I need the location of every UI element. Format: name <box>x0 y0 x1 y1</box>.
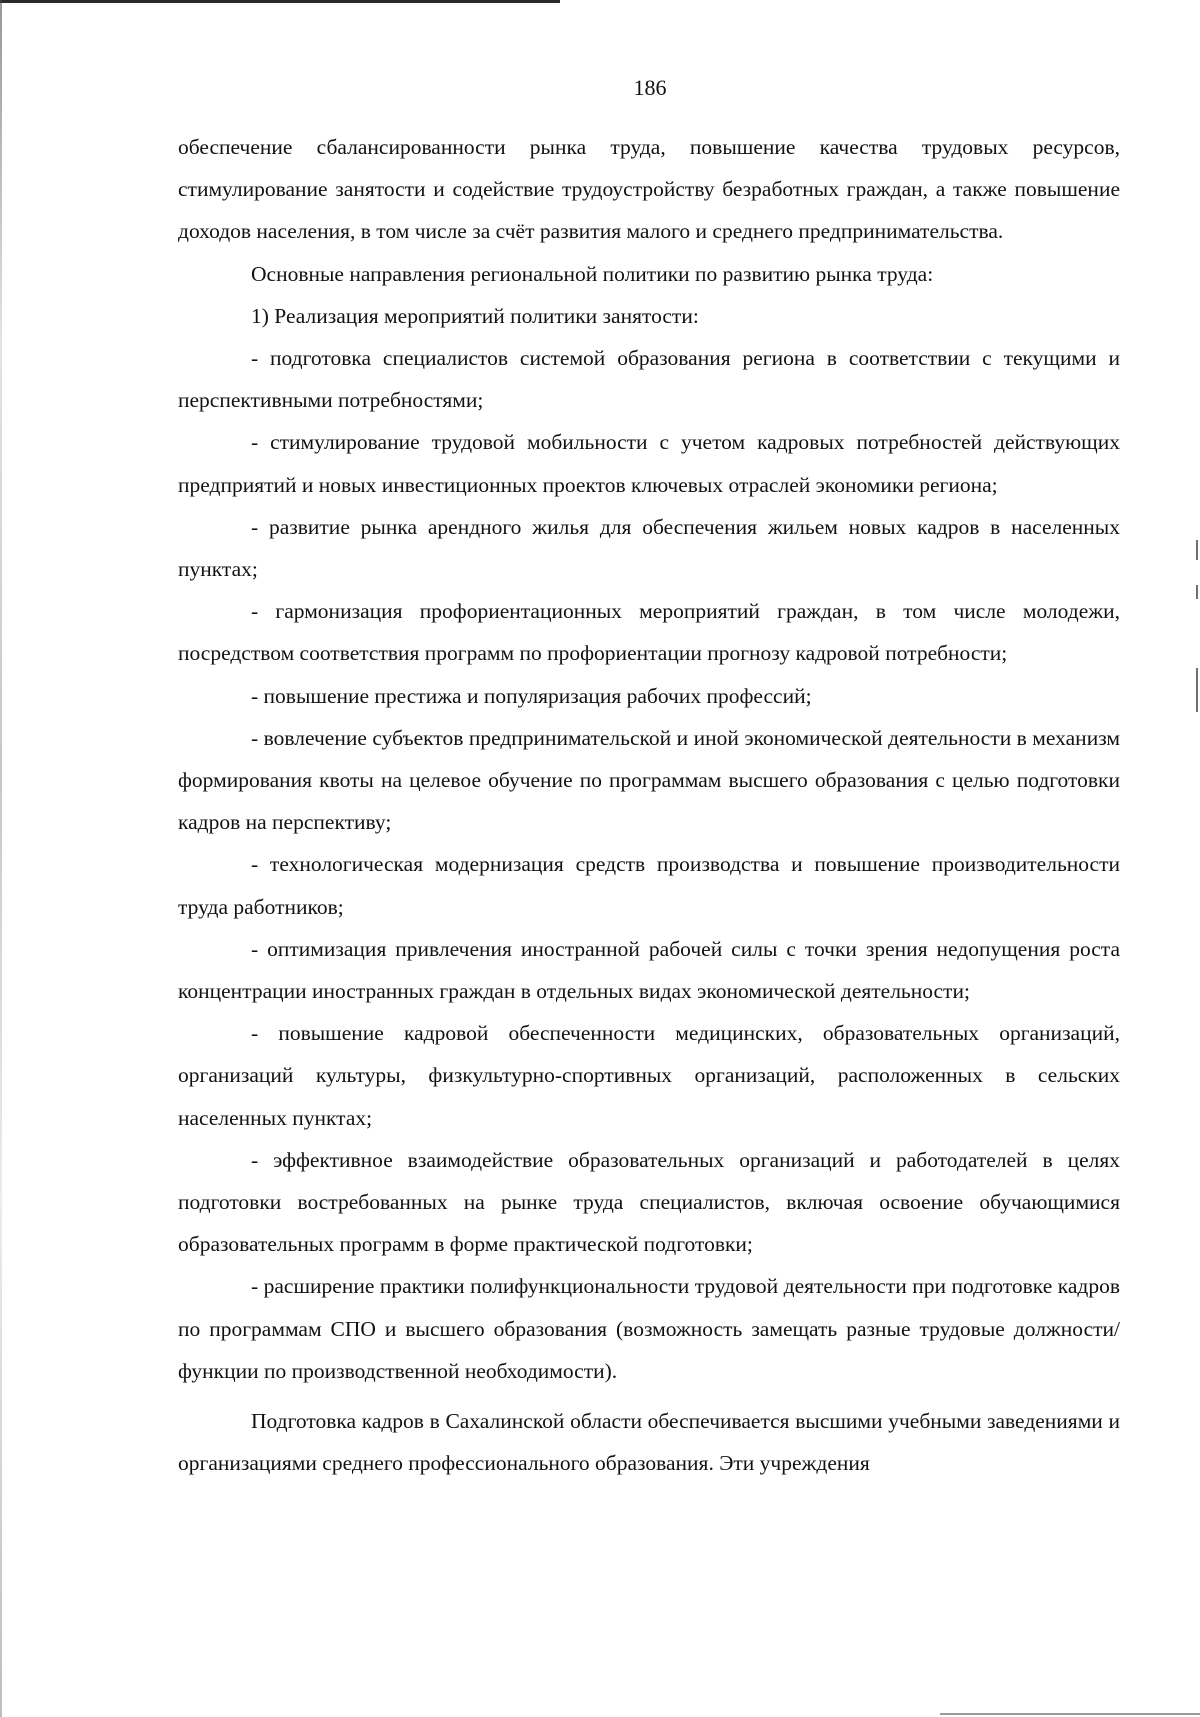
paragraph: 1) Реализация мероприятий политики занятости: <box>251 303 699 328</box>
list-item: - повышение престижа и популяризация рабочих профессий; <box>251 683 812 708</box>
list-item: - стимулирование трудовой мобильности с учетом кадровых потребностей действующих предприятий и новых инвестиционных проектов ключевых отраслей экономики региона; <box>178 430 1120 497</box>
paragraph: Основные направления региональной политики по развитию рынка труда: <box>251 261 934 286</box>
list-item: - оптимизация привлечения иностранной рабочей силы с точки зрения недопущения роста концентрации иностранных граждан в отдельных видах экономической деятельности; <box>178 936 1120 1004</box>
list-item: - расширение практики полифункциональности трудовой деятельности при подготовке кадров по программам СПО и высшего образования (возможность замещать разные трудовые должности/функции по производственной необходимости). <box>178 1274 1120 1383</box>
list-item: - эффективное взаимодействие образовательных организаций и работодателей в целях подготовки востребованных на рынке труда специалистов, включая освоение обучающимися образовательных программ в форме практической подготовки; <box>178 1147 1120 1257</box>
paragraph: обеспечение сбалансированности рынка труда, повышение качества трудовых ресурсов, стимулирование занятости и содействие трудоустройству безработных граждан, а также повышение доходов населения, в том числе за счёт развития малого и среднего предпринимательства. <box>178 135 1120 244</box>
scan-edge-top <box>0 0 560 3</box>
paragraph: Подготовка кадров в Сахалинской области обеспечивается высшими учебными заведениями и организациями среднего профессионального образования. Эти учреждения <box>178 1409 1120 1476</box>
page-number: 186 <box>633 75 667 100</box>
list-item: - технологическая модернизация средств производства и повышение производительности труда работников; <box>178 852 1120 919</box>
list-item: - развитие рынка арендного жилья для обеспечения жильем новых кадров в населенных пунктах; <box>178 514 1120 582</box>
list-item: - вовлечение субъектов предпринимательской и иной экономической деятельности в механизм формирования квоты на целевое обучение по программам высшего образования с целью подготовки кадров на перспективу; <box>178 725 1120 835</box>
scan-edge-right-mark <box>1196 585 1198 599</box>
list-item: - повышение кадровой обеспеченности медицинских, образовательных организаций, организаций культуры, физкультурно-спортивных организаций, расположенных в сельских населенных пунктах; <box>178 1021 1120 1130</box>
scan-edge-right-mark <box>1196 668 1198 712</box>
list-item: - гармонизация профориентационных мероприятий граждан, в том числе молодежи, посредством соответствия программ по профориентации прогнозу кадровой потребности; <box>178 599 1120 666</box>
scan-edge-right-mark <box>1196 540 1198 560</box>
document-body <box>178 126 1120 1485</box>
list-item: - подготовка специалистов системой образования региона в соответствии с текущими и перспективными потребностями; <box>178 346 1120 413</box>
scan-edge-bottom <box>940 1713 1200 1715</box>
scan-edge-left <box>0 0 2 1717</box>
